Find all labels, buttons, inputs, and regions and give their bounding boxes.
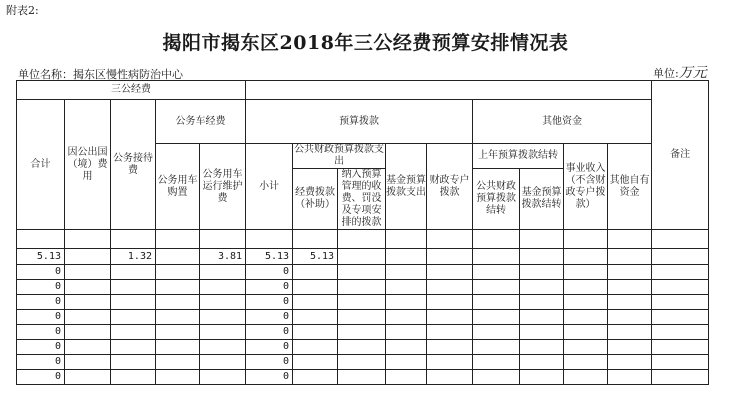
cell-vehicle-purchase bbox=[156, 325, 200, 340]
cell-own-funds bbox=[608, 355, 652, 370]
cell-public-carry bbox=[473, 295, 520, 310]
cell-own-funds bbox=[608, 265, 652, 280]
cell-included bbox=[338, 325, 386, 340]
cell-fund-carry bbox=[520, 295, 564, 310]
cell-business-income bbox=[564, 325, 608, 340]
cell-total: 0 bbox=[17, 280, 65, 295]
cell-reception bbox=[111, 295, 156, 310]
header-own-funds: 其他自有资金 bbox=[608, 144, 652, 230]
cell-vehicle-purchase bbox=[156, 249, 200, 265]
cell-fund-budget bbox=[386, 340, 427, 355]
cell-finance-special bbox=[427, 370, 473, 385]
cell-total: 0 bbox=[17, 355, 65, 370]
header-public-finance: 公共财政预算拨款支出 bbox=[294, 144, 385, 167]
cell-fund-budget bbox=[386, 280, 427, 295]
header-public-carry: 公共财政预算拨款结转 bbox=[473, 169, 520, 230]
cell-finance-special bbox=[427, 249, 473, 265]
cell-vehicle-purchase bbox=[156, 265, 200, 280]
header-spacer bbox=[246, 230, 293, 249]
table-row bbox=[17, 340, 709, 355]
cell-subtotal: 0 bbox=[246, 355, 293, 370]
cell-finance-special bbox=[427, 280, 473, 295]
cell-fund-carry bbox=[520, 280, 564, 295]
cell-finance-special bbox=[427, 295, 473, 310]
cell-finance-special bbox=[427, 265, 473, 280]
cell-vehicle-purchase bbox=[156, 340, 200, 355]
cell-fund-budget bbox=[386, 265, 427, 280]
header-budget: 预算拨款 bbox=[246, 100, 473, 144]
budget-table bbox=[16, 80, 709, 385]
cell-reception bbox=[111, 325, 156, 340]
cell-subtotal: 0 bbox=[246, 340, 293, 355]
header-vehicle-run: 公务用车运行维护费 bbox=[200, 144, 246, 230]
cell-remarks bbox=[652, 265, 709, 280]
header-fund-budget: 基金预算拨款支出 bbox=[386, 144, 427, 230]
cell-finance-special bbox=[427, 325, 473, 340]
cell-reception bbox=[111, 340, 156, 355]
header-sangong: 三公经费 bbox=[17, 81, 246, 100]
cell-vehicle-run bbox=[200, 340, 246, 355]
header-spacer bbox=[17, 230, 65, 249]
cell-vehicle-run bbox=[200, 265, 246, 280]
header-other-funds: 其他资金 bbox=[473, 100, 652, 144]
cell-included bbox=[338, 310, 386, 325]
cell-public-carry bbox=[473, 355, 520, 370]
cell-fund-budget bbox=[386, 249, 427, 265]
table-row bbox=[17, 325, 709, 340]
unit-value: 万元 bbox=[678, 65, 707, 81]
page-title: 揭阳市揭东区2018年三公经费预算安排情况表 bbox=[162, 32, 569, 54]
cell-subtotal: 0 bbox=[246, 280, 293, 295]
cell-vehicle-purchase bbox=[156, 370, 200, 385]
header-finance-special: 财政专户拨款 bbox=[427, 144, 473, 230]
cell-included bbox=[338, 249, 386, 265]
cell-reception bbox=[111, 355, 156, 370]
header-included: 纳入预算管理的收费、罚没及专项安排的拨款 bbox=[338, 169, 386, 230]
cell-vehicle-run: 3.81 bbox=[200, 249, 246, 265]
cell-total: 0 bbox=[17, 340, 65, 355]
cell-vehicle-purchase bbox=[156, 295, 200, 310]
cell-fund-carry bbox=[520, 265, 564, 280]
header-spacer bbox=[652, 230, 709, 249]
cell-reception bbox=[111, 280, 156, 295]
cell-funding bbox=[293, 265, 338, 280]
cell-subtotal: 0 bbox=[246, 265, 293, 280]
cell-own-funds bbox=[608, 310, 652, 325]
cell-vehicle-run bbox=[200, 325, 246, 340]
header-spacer bbox=[111, 230, 156, 249]
header-spacer bbox=[156, 230, 200, 249]
table-header bbox=[17, 81, 709, 249]
cell-funding bbox=[293, 370, 338, 385]
header-vehicle: 公务车经费 bbox=[156, 100, 246, 144]
cell-fund-budget bbox=[386, 325, 427, 340]
cell-reception bbox=[111, 265, 156, 280]
cell-abroad bbox=[65, 295, 111, 310]
cell-included bbox=[338, 355, 386, 370]
cell-own-funds bbox=[608, 280, 652, 295]
unit-prefix: 单位: bbox=[653, 67, 679, 80]
cell-included bbox=[338, 370, 386, 385]
cell-fund-budget bbox=[386, 310, 427, 325]
cell-business-income bbox=[564, 280, 608, 295]
cell-included bbox=[338, 340, 386, 355]
cell-fund-carry bbox=[520, 355, 564, 370]
cell-reception bbox=[111, 310, 156, 325]
cell-abroad bbox=[65, 265, 111, 280]
cell-own-funds bbox=[608, 340, 652, 355]
cell-fund-budget bbox=[386, 355, 427, 370]
cell-remarks bbox=[652, 249, 709, 265]
cell-vehicle-purchase bbox=[156, 280, 200, 295]
cell-funding bbox=[293, 340, 338, 355]
cell-abroad bbox=[65, 355, 111, 370]
cell-remarks bbox=[652, 295, 709, 310]
annex-label: 附表2: bbox=[6, 4, 39, 17]
cell-vehicle-run bbox=[200, 280, 246, 295]
table-row bbox=[17, 310, 709, 325]
header-spacer bbox=[200, 230, 246, 249]
cell-fund-carry bbox=[520, 325, 564, 340]
cell-business-income bbox=[564, 310, 608, 325]
header-total: 合计 bbox=[17, 100, 65, 230]
cell-finance-special bbox=[427, 340, 473, 355]
cell-funding bbox=[293, 295, 338, 310]
header-blank-top bbox=[246, 81, 652, 100]
cell-abroad bbox=[65, 280, 111, 295]
cell-remarks bbox=[652, 325, 709, 340]
cell-total: 0 bbox=[17, 370, 65, 385]
cell-business-income bbox=[564, 265, 608, 280]
cell-own-funds bbox=[608, 370, 652, 385]
cell-included bbox=[338, 265, 386, 280]
cell-public-carry bbox=[473, 340, 520, 355]
cell-remarks bbox=[652, 340, 709, 355]
header-fund-carry: 基金预算拨款结转 bbox=[520, 169, 564, 230]
cell-fund-budget bbox=[386, 370, 427, 385]
cell-remarks bbox=[652, 280, 709, 295]
header-abroad: 因公出国（境）费用 bbox=[65, 100, 111, 230]
cell-public-carry bbox=[473, 325, 520, 340]
cell-public-carry bbox=[473, 280, 520, 295]
cell-finance-special bbox=[427, 310, 473, 325]
cell-subtotal: 0 bbox=[246, 310, 293, 325]
cell-vehicle-purchase bbox=[156, 355, 200, 370]
header-funding: 经费拨款（补助） bbox=[293, 169, 338, 230]
cell-fund-carry bbox=[520, 249, 564, 265]
cell-remarks bbox=[652, 310, 709, 325]
unit-name: 单位名称：揭东区慢性病防治中心 bbox=[18, 68, 183, 81]
cell-remarks bbox=[652, 355, 709, 370]
cell-vehicle-purchase bbox=[156, 310, 200, 325]
cell-total: 0 bbox=[17, 265, 65, 280]
header-spacer bbox=[293, 230, 338, 249]
cell-subtotal: 0 bbox=[246, 325, 293, 340]
header-reception: 公务接待费 bbox=[111, 100, 156, 230]
header-spacer bbox=[386, 230, 427, 249]
cell-business-income bbox=[564, 355, 608, 370]
cell-included bbox=[338, 280, 386, 295]
header-subtotal: 小计 bbox=[246, 144, 293, 230]
table-row bbox=[17, 249, 709, 265]
header-vehicle-purchase: 公务用车购置 bbox=[156, 144, 200, 230]
table-row bbox=[17, 265, 709, 280]
cell-business-income bbox=[564, 340, 608, 355]
cell-vehicle-run bbox=[200, 355, 246, 370]
table-row bbox=[17, 370, 709, 385]
cell-business-income bbox=[564, 249, 608, 265]
header-spacer bbox=[608, 230, 652, 249]
cell-total: 0 bbox=[17, 325, 65, 340]
cell-public-carry bbox=[473, 370, 520, 385]
cell-own-funds bbox=[608, 295, 652, 310]
cell-included bbox=[338, 295, 386, 310]
cell-own-funds bbox=[608, 249, 652, 265]
cell-funding bbox=[293, 355, 338, 370]
header-spacer bbox=[338, 230, 386, 249]
cell-funding bbox=[293, 310, 338, 325]
cell-abroad bbox=[65, 310, 111, 325]
cell-remarks bbox=[652, 370, 709, 385]
cell-own-funds bbox=[608, 325, 652, 340]
cell-abroad bbox=[65, 370, 111, 385]
cell-vehicle-run bbox=[200, 295, 246, 310]
cell-total: 0 bbox=[17, 310, 65, 325]
table-body bbox=[17, 249, 709, 385]
cell-vehicle-run bbox=[200, 370, 246, 385]
header-remarks: 备注 bbox=[652, 81, 709, 230]
cell-abroad bbox=[65, 340, 111, 355]
cell-reception bbox=[111, 370, 156, 385]
cell-public-carry bbox=[473, 310, 520, 325]
cell-business-income bbox=[564, 370, 608, 385]
cell-abroad bbox=[65, 249, 111, 265]
cell-abroad bbox=[65, 325, 111, 340]
cell-finance-special bbox=[427, 355, 473, 370]
cell-public-carry bbox=[473, 249, 520, 265]
cell-fund-carry bbox=[520, 310, 564, 325]
header-business-income: 事业收入（不含财政专户拨款） bbox=[564, 144, 608, 230]
cell-fund-carry bbox=[520, 370, 564, 385]
cell-fund-carry bbox=[520, 340, 564, 355]
cell-business-income bbox=[564, 295, 608, 310]
cell-funding bbox=[293, 325, 338, 340]
header-spacer bbox=[564, 230, 608, 249]
cell-vehicle-run bbox=[200, 310, 246, 325]
header-spacer bbox=[520, 230, 564, 249]
cell-funding bbox=[293, 280, 338, 295]
cell-total: 5.13 bbox=[17, 249, 65, 265]
cell-total: 0 bbox=[17, 295, 65, 310]
header-last-year: 上年预算拨款结转 bbox=[473, 144, 564, 169]
cell-fund-budget bbox=[386, 295, 427, 310]
unit-of-measure bbox=[653, 62, 707, 82]
cell-funding: 5.13 bbox=[293, 249, 338, 265]
table-row bbox=[17, 280, 709, 295]
header-spacer bbox=[65, 230, 111, 249]
cell-reception: 1.32 bbox=[111, 249, 156, 265]
table-row bbox=[17, 295, 709, 310]
cell-subtotal: 5.13 bbox=[246, 249, 293, 265]
table-row bbox=[17, 355, 709, 370]
cell-subtotal: 0 bbox=[246, 295, 293, 310]
header-spacer bbox=[473, 230, 520, 249]
cell-subtotal: 0 bbox=[246, 370, 293, 385]
header-spacer bbox=[427, 230, 473, 249]
cell-public-carry bbox=[473, 265, 520, 280]
